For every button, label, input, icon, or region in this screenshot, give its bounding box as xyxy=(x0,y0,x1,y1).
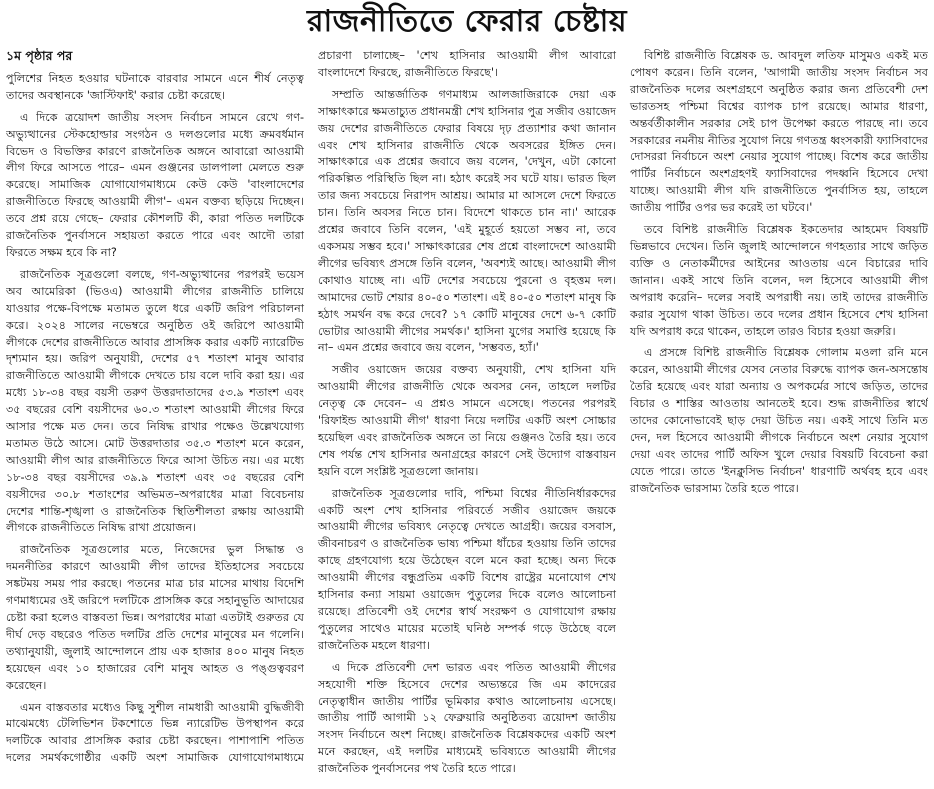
article-paragraph: সম্প্রতি আন্তর্জাতিক গণমাধ্যম আলজাজিরাকে দেয়া এক সাক্ষাৎকারে ক্ষমতাচ্যুত প্রধানমন্ত্রী শেখ হাসিনার পুত্র সজীব ওয়াজেদ জয় দেশের রাজনীতিতে ফেরার বিষয়ে দৃঢ় প্রত্যাশার কথা জানান এবং শেখ হাসিনার রাজনীতি থেকে অবসরের ইঙ্গিত দেন। সাক্ষাৎকারে এক প্রশ্নের জবাবে জয় বলেন, 'দেখুন, এটা কোনো পরিকল্পিত পরিস্থিতি ছিল না। হঠাৎ করেই সব ঘটে যায়। ভারত ছিল তার জন্য সবচেয়ে নিরাপদ আশ্রয়। আমার মা আসলে দেশে ফিরতে চান। তিনি অবসর নিতে চান। বিদেশে থাকতে চান না।' আরেক প্রশ্নের জবাবে তিনি বলেন, 'এই মুহূর্তে হয়তো সম্ভব না, তবে একসময় সম্ভব হবে।' সাক্ষাৎকারের শেষ প্রশ্নে বাংলাদেশে আওয়ামী লীগের ভবিষ্যৎ প্রসঙ্গে তিনি বলেন, 'অবশ্যই আছে। আওয়ামী লীগ কোথাও যাচ্ছে না। এটি দেশের সবচেয়ে পুরনো ও বৃহত্তম দল। আমাদের ভোট শেয়ার ৪০-৫০ শতাংশ। এই ৪০-৫০ শতাংশ মানুষ কি হঠাৎ সমর্থন বদ্ধ করে দেবে? ১৭ কোটি মানুষের দেশে ৬-৭ কোটি ভোটার আওয়ামী লীগের সমর্থক।' হাসিনা যুগের সমাপ্তি হয়েছে কি না– এমন প্রশ্নের জবাবে জয় বলেন, 'সম্ভবত, হ্যাঁ।' xyxy=(318,87,616,355)
article-paragraph xyxy=(6,48,304,66)
article-paragraph: এ প্রসঙ্গে বিশিষ্ট রাজনীতি বিশ্লেষক গোলাম মওলা রনি মনে করেন, আওয়ামী লীগের যেসব নেতার বিরুদ্ধে ব্যাপক জন-অসন্তোষ তৈরি হয়েছে এবং যারা অন্যায় ও অপকর্মের সাথে জড়িত, তাদের বিচার ও শাস্তির আওতায় আনতেই হবে। শুদ্ধ রাজনীতির স্বার্থে তাদের কোনোভাবেই ছাড় দেয়া উচিত নয়। একই সাথে তিনি মত দেন, দল হিসেবে আওয়ামী লীগকে নির্বাচনে অংশ নেয়ার সুযোগ দেয়া এবং তাদের পার্টি অফিস খুলে দেয়ার বিষয়টি বিবেচনা করা যেতে পারে। তাতে 'ইনক্লুসিভ নির্বাচন' ধারণাটি অর্থবহ হবে এবং রাজনৈতিক ভারসাম্য তৈরি হতে পারে। xyxy=(630,346,928,495)
article-paragraph: পুলিশের নিহত হওয়ার ঘটনাকে বারবার সামনে এনে শীর্ষ নেতৃত্ব তাদের অবস্থানকে 'জাস্টিফাই' করার চেষ্টা করেছে। xyxy=(6,71,304,102)
continuation-kicker: ১ম পৃষ্ঠার পর xyxy=(6,48,73,63)
article-paragraph: এ দিকে প্রতিবেশী দেশ ভারত এবং পতিত আওয়ামী লীগের সহযোগী শক্তি হিসেবে দেশের অভ্যন্তরে জি এম কাদেরের নেতৃত্বাধীন জাতীয় পার্টির ভূমিকার কথাও আলোচনায় এসেছে। জাতীয় পার্টি আগামী ১২ ফেব্রুয়ারি অনুষ্ঠিতব্য ত্রয়োদশ জাতীয় সংসদ নির্বাচনে অংশ নিচ্ছে। রাজনৈতিক বিশ্লেষকদের একটি অংশ মনে করছেন, এই দলটির মাধ্যমেই ভবিষ্যতে আওয়ামী লীগের রাজনৈতিক পুনর্বাসনের পথ তৈরি হতে পারে। xyxy=(318,660,616,776)
article-paragraph: বিশিষ্ট রাজনীতি বিশ্লেষক ড. আবদুল লতিফ মাসুমও একই মত পোষণ করেন। তিনি বলেন, 'আগামী জাতীয় সংসদ নির্বাচন সব রাজনৈতিক দলের অংশগ্রহণে অনুষ্ঠিত করার জন্য প্রতিবেশী দেশ ভারতসহ পশ্চিমা বিশ্বের ব্যাপক চাপ রয়েছে। আমার ধারণা, অন্তর্বর্তীকালীন সরকার সেই চাপ উপেক্ষা করতে পারছে না। তবে সরকারের নমনীয় নীতির সুযোগ নিয়ে গণতন্ত্র ধ্বংসকারী ফ্যাসিবাদের দোসররা নির্বাচনে অংশ নেয়ার সুযোগ পাচ্ছে। বিশেষ করে জাতীয় পার্টির নির্বাচনে অংশগ্রহণই ফ্যাসিবাদের পদধ্বনি হিসেবে দেখা যাচ্ছে। আওয়ামী লীগ যদি রাজনীতিতে পুনর্বাসিত হয়, তাহলে জাতীয় পার্টির ওপর ভর করেই তা ঘটবে।' xyxy=(630,49,928,215)
article-paragraph: রাজনৈতিক সূত্রগুলোর মতে, নিজেদের ভুল সিদ্ধান্ত ও দমননীতির কারণে আওয়ামী লীগ তাদের ইতিহাসের সবচেয়ে সঙ্কটময় সময় পার করছে। পতনের মাত্র চার মাসের মাথায় বিদেশি গণমাধ্যমের ওই জরিপে দলটিকে প্রাসঙ্গিক করে সহানুভূতি আদায়ের চেষ্টা করা হলেও বাস্তবতা ভিন্ন। অপরাধের মাত্রা এতটাই গুরুতর যে দীর্ঘ দেড় বছরেও পতিত দলটির প্রতি দেশের মানুষের মন গলেনি। তথ্যানুযায়ী, জুলাই আন্দোলনে প্রায় এক হাজার ৪০০ মানুষ নিহত হয়েছেন এবং ১০ হাজারের বেশি মানুষ আহত ও পঙ্গুত্ববরণ করেছেন। xyxy=(6,543,304,692)
headline: রাজনীতিতে ফেরার চেষ্টায় xyxy=(306,4,628,39)
article-paragraph: সজীব ওয়াজেদ জয়ের বক্তব্য অনুযায়ী, শেখ হাসিনা যদি আওয়ামী লীগের রাজনীতি থেকে অবসর নেন, তাহলে দলটির নেতৃত্ব কে দেবেন– এ প্রশ্নও সামনে এসেছে। পতনের পরপরই 'রিফাইন্ড আওয়ামী লীগ' ধারণা নিয়ে দলটির একটি অংশ সোচ্চার হয়েছিল এবং রাজনৈতিক অঙ্গনে তা নিয়ে গুঞ্জনও তৈরি হয়। তবে শেষ পর্যন্ত শেখ হাসিনার অনাগ্রহের কারণে সেই উদ্যোগ বাস্তবায়ন হয়নি বলে সংশ্লিষ্ট সূত্রগুলো জানায়। xyxy=(318,363,616,478)
article-paragraph: রাজনৈতিক সূত্রগুলো বলছে, গণ-অভ্যুত্থানের পরপরই ভয়েস অব আমেরিকা (ভিওএ) আওয়ামী লীগের রাজনীতি চালিয়ে যাওয়ার পক্ষে-বিপক্ষে মতামত তুলে ধরে একটি জরিপ পরিচালনা করে। ২০২৪ সালের নভেম্বরে অনুষ্ঠিত ওই জরিপে আওয়ামী লীগকে দেশের রাজনীতিতে আবার প্রাসঙ্গিক করার একটি ন্যারেটিভ দৃশ্যমান হয়। জরিপ অনুযায়ী, দেশের ৫৭ শতাংশ মানুষ আবার রাজনীতিতে আওয়ামী লীগকে দেখতে চায় বলে দাবি করা হয়। এর মধ্যে ১৮-৩৪ বছর বয়সী তরুণ উত্তরদাতাদের ৫৩.৯ শতাংশ এবং ৩৫ বছরের বেশি বয়সীদের ৬০.৩ শতাংশ আওয়ামী লীগের ফিরে আসার পক্ষে মত দেন। তবে নিষিদ্ধ রাখার পক্ষেও উল্লেখযোগ্য মতামত উঠে আসে। মোট উত্তরদাতার ৩৫.৩ শতাংশ মনে করেন, আওয়ামী লীগ আর রাজনীতিতে ফিরে আসা উচিত নয়। এর মধ্যে ১৮-৩৪ বছর বয়সীদের ৩৯.৯ শতাংশ এবং ৩৫ বছরের বেশি বয়সীদের ৩০.৮ শতাংশের অভিমত–অপরাধের মাত্রা বিবেচনায় দেশের শান্তি-শৃঙ্খলা ও রাজনৈতিক স্থিতিশীলতা রক্ষায় আওয়ামী লীগকে রাজনীতিতে নিষিদ্ধ রাখা প্রয়োজন। xyxy=(6,267,304,535)
article-paragraph: এমন বাস্তবতার মধ্যেও কিছু সুশীল নামধারী আওয়ামী বুদ্ধিজীবী মাঝেমধ্যে টেলিভিশন টকশোতে ভিন্ন ন্যারেটিভ উপস্থাপন করে দলটিকে আবার প্রাসঙ্গিক করার চেষ্টা করছেন। পাশাপাশি পতিত দলের সমর্থকগোষ্ঠীর একটি অংশ সামাজিক যোগাযোগমাধ্যমে প্রচারণা চালাচ্ছে– 'শেখ হাসিনার আওয়ামী লীগ আবারো বাংলাদেশে ফিরছে, রাজনীতিতে ফিরছে'। xyxy=(6,49,616,765)
article-paragraph: রাজনৈতিক সূত্রগুলোর দাবি, পশ্চিমা বিশ্বের নীতিনির্ধারকদের একটি অংশ শেখ হাসিনার পরিবর্তে সজীব ওয়াজেদ জয়কে আওয়ামী লীগের ভবিষ্যৎ নেতৃত্বে দেখতে আগ্রহী। জয়ের বসবাস, জীবনাচরণ ও রাজনৈতিক ভাষ্য পশ্চিমা ধাঁচের হওয়ায় তিনি তাদের কাছে গ্রহণযোগ্য হয়ে উঠেছেন বলে মনে করা হচ্ছে। অন্য দিকে আওয়ামী লীগের বন্ধুপ্রতিম একটি বিশেষ রাষ্ট্রের মনোযোগ শেখ হাসিনার কন্যা সায়মা ওয়াজেদ পুতুলের দিকে বলেও আলোচনা রয়েছে। প্রতিবেশী ওই দেশের স্বার্থ সংরক্ষণ ও যোগাযোগ রক্ষায় পুতুলের সাথেও মায়ের মতোই ঘনিষ্ঠ সম্পর্ক গড়ে উঠেছে বলে রাজনৈতিক মহলে ধারণা। xyxy=(318,486,616,652)
article-body xyxy=(6,48,928,784)
article-paragraph: তবে বিশিষ্ট রাজনীতি বিশ্লেষক ইকতেদার আহমেদ বিষয়টি ভিন্নভাবে দেখেন। তিনি জুলাই আন্দোলনে গণহত্যার সাথে জড়িত ব্যক্তি ও নেতাকর্মীদের আইনের আওতায় এনে বিচারের দাবি জানান। একই সাথে তিনি বলেন, দল হিসেবে আওয়ামী লীগ অপরাধ করেনি– দলের সবাই অপরাধী নয়। তাই তাদের রাজনীতি করার সুযোগ থাকা উচিত। তবে দলের প্রধান হিসেবে শেখ হাসিনা যদি অপরাধ করে থাকেন, তাহলে তারও বিচার হওয়া জরুরি। xyxy=(630,223,928,338)
article-paragraph: এ দিকে ত্রয়োদশ জাতীয় সংসদ নির্বাচন সামনে রেখে গণ-অভ্যুত্থানের স্টেকহোল্ডার সংগঠন ও দলগুলোর মধ্যে ক্রমবর্ধমান বিভেদ ও বিভক্তির কারণে রাজনৈতিক অঙ্গনে আবারো আওয়ামী লীগ ফিরে আসতে পারে– এমন গুঞ্জনের ডালপালা মেলতে শুরু করেছে। সামাজিক যোগাযোগমাধ্যমে কেউ কেউ 'বাংলাদেশের রাজনীতিতে ফিরছে আওয়ামী লীগ'– এমন বক্তব্য ছড়িয়ে দিচ্ছেন। তবে প্রশ্ন রয়ে গেছে– ফেরার কৌশলটি কী, কারা পতিত দলটিকে রাজনৈতিক পুনর্বাসনে সহায়তা করতে পারে এবং আদৌ তারা ফিরতে সক্ষম হবে কি না? xyxy=(6,110,304,259)
